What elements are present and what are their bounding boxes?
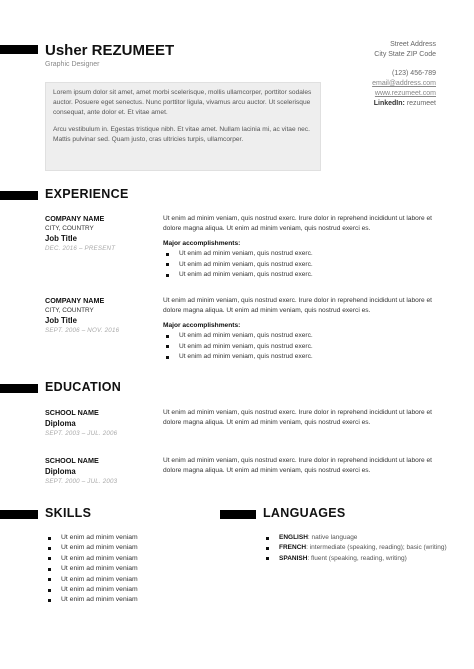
education-accent-bar [0,384,38,393]
skills-title: SKILLS [45,506,92,520]
contact-block [372,40,436,110]
language-level: : fluent (speaking, reading, writing) [307,554,407,562]
school-name: SCHOOL NAME [45,408,99,417]
language-name: FRENCH [279,544,307,552]
summary-box [45,82,321,171]
skills-list [45,533,138,606]
list-item: Ut enim ad minim veniam [45,543,138,553]
contact-city: City State ZIP Code [374,51,436,59]
company-name: COMPANY NAME [45,296,105,305]
school-entry-right [163,456,445,476]
school-description: Ut enim ad minim veniam, quis nostrud exerc. Irure dolor in reprehend incididunt ut labore et dolore magna aliqua. Ut enim ad minim veniam, quis nostrud exerci es. [163,457,433,475]
school-description: Ut enim ad minim veniam, quis nostrud exerc. Irure dolor in reprehend incididunt ut labore et dolore magna aliqua. Ut enim ad minim veniam, quis nostrud exerci es. [163,409,433,427]
list-item: Ut enim ad minim veniam, quis nostrud exerc. [163,331,445,341]
summary-paragraph: Lorem ipsum dolor sit amet, amet morbi scelerisque, mollis ullamcorper, porttitor sodales auctor. Posuere eget senectus. Nunc porttitor ligula, vivamus arcu auctor. Ut scelerisque consequat, ante dolor et. Et vitae amet. [53,89,312,117]
job-entry-left [45,296,157,335]
list-item: Ut enim ad minim veniam, quis nostrud exerc. [163,260,445,270]
resume-subtitle: Graphic Designer [45,61,100,68]
job-dates: SEPT. 2006 – NOV. 2016 [45,327,120,334]
education-title: EDUCATION [45,380,122,394]
header-accent-bar [0,45,38,54]
contact-email-link[interactable]: email@address.com [372,79,436,87]
school-entry-right [163,408,445,428]
job-title: Job Title [45,316,77,325]
resume-name: Usher REZUMEET [45,42,175,59]
job-dates: DEC. 2016 – PRESENT [45,245,116,252]
language-name: SPANISH [279,554,308,562]
language-level: : native language [307,534,358,541]
job-description: Ut enim ad minim veniam, quis nostrud exerc. Irure dolor in reprehend incididunt ut labore et dolore magna aliqua. Ut enim ad minim veniam, quis nostrud exerci es. [163,215,433,233]
school-dates: SEPT. 2000 – JUL. 2003 [45,478,118,485]
list-item: Ut enim ad minim veniam [45,554,138,564]
job-description: Ut enim ad minim veniam, quis nostrud exerc. Irure dolor in reprehend incididunt ut labore et dolore magna aliqua. Ut enim ad minim veniam, quis nostrud exerci es. [163,297,433,315]
list-item [263,554,447,564]
language-name: ENGLISH [279,534,308,541]
list-item [263,543,447,553]
school-name: SCHOOL NAME [45,456,99,465]
experience-accent-bar [0,191,38,200]
school-entry-left [45,456,157,486]
list-item: Ut enim ad minim veniam [45,595,138,605]
contact-phone: (123) 456-789 [392,69,436,77]
job-entry-right [163,296,445,363]
school-entry-left [45,408,157,438]
contact-website-link[interactable]: www.rezumeet.com [374,90,436,98]
list-item: Ut enim ad minim veniam, quis nostrud exerc. [163,249,445,259]
company-location: CITY, COUNTRY [45,225,94,232]
accomplishments-list [163,249,445,280]
job-entry-right [163,214,445,281]
linkedin-value: rezumeet [404,100,436,108]
company-name: COMPANY NAME [45,214,105,223]
job-title: Job Title [45,234,77,243]
contact-linkedin [372,99,436,109]
accomplishments-list [163,331,445,362]
list-item: Ut enim ad minim veniam, quis nostrud exerc. [163,342,445,352]
languages-list [263,533,447,564]
list-item: Ut enim ad minim veniam [45,585,138,595]
list-item: Ut enim ad minim veniam [45,575,138,585]
accomplishments-title: Major accomplishments: [163,240,241,248]
language-level: : intermediate (speaking, reading); basic (writing) [306,544,447,552]
skills-accent-bar [0,510,38,519]
school-dates: SEPT. 2003 – JUL. 2006 [45,430,118,437]
contact-street: Street Address [390,41,436,48]
job-entry-left [45,214,157,253]
degree: Diploma [45,467,76,476]
languages-accent-bar [220,510,256,519]
list-item: Ut enim ad minim veniam, quis nostrud exerc. [163,352,445,362]
experience-title: EXPERIENCE [45,187,129,201]
list-item [263,533,447,543]
degree: Diploma [45,419,76,428]
languages-title: LANGUAGES [263,506,346,520]
company-location: CITY, COUNTRY [45,307,94,314]
accomplishments-title: Major accomplishments: [163,322,241,330]
list-item: Ut enim ad minim veniam [45,533,138,543]
linkedin-label: LinkedIn: [373,100,405,108]
summary-paragraph: Arcu vestibulum in. Egestas tristique nibh. Et vitae amet. Nullam lacinia mi, ac vitae nec. Mattis pulvinar sed. Quam justo, cras ultricies turpis, ullamcorper. [53,125,310,143]
list-item: Ut enim ad minim veniam, quis nostrud exerc. [163,270,445,280]
list-item: Ut enim ad minim veniam [45,564,138,574]
